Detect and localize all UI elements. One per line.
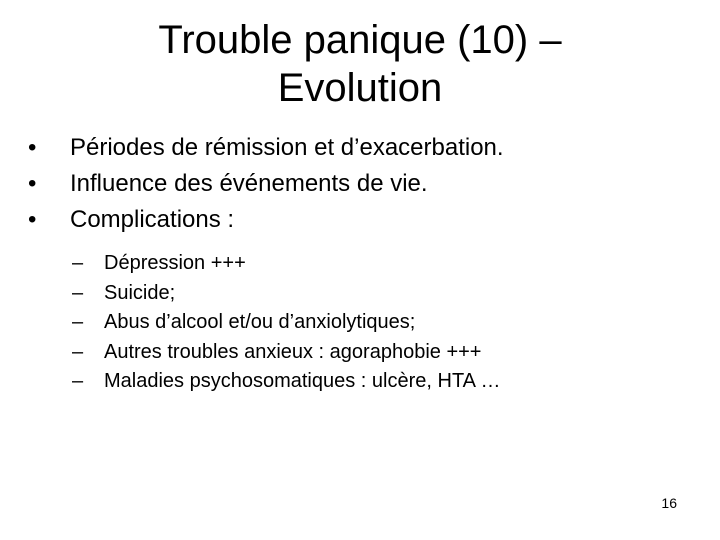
bullet-list: [24, 130, 504, 238]
sub-bullet-text: Abus d’alcool et/ou d’anxiolytiques;: [104, 311, 416, 333]
dash-icon: –: [72, 281, 84, 304]
bullet-text: Influence des événements de vie.: [70, 170, 428, 197]
sub-bullet-text: Suicide;: [104, 281, 176, 304]
bullet-text: Complications :: [70, 206, 235, 233]
sub-bullet-item: [72, 308, 500, 338]
sub-bullet-item: [72, 367, 500, 397]
bullet-icon: •: [28, 134, 37, 161]
dash-icon: –: [72, 252, 84, 274]
page-number: 16: [661, 495, 677, 511]
sub-bullet-item: [72, 338, 500, 368]
sub-bullet-text: Dépression +++: [104, 252, 246, 274]
sub-bullet-item: [72, 279, 500, 309]
dash-icon: –: [72, 311, 84, 333]
sub-bullet-text: Maladies psychosomatiques : ulcère, HTA …: [104, 370, 501, 392]
bullet-text: Périodes de rémission et d’exacerbation.: [70, 134, 504, 161]
bullet-item: [24, 202, 504, 238]
bullet-item: [24, 130, 504, 166]
bullet-icon: •: [28, 170, 37, 197]
slide-title-line-2: Evolution: [277, 66, 443, 110]
bullet-item: [24, 166, 504, 202]
slide-title: [0, 16, 720, 112]
slide-title-line-1: Trouble panique (10) –: [158, 18, 562, 62]
sub-bullet-text: Autres troubles anxieux : agoraphobie +++: [104, 340, 482, 363]
dash-icon: –: [72, 370, 84, 392]
dash-icon: –: [72, 340, 84, 363]
sub-bullet-list: [72, 249, 500, 397]
bullet-icon: •: [28, 206, 37, 233]
sub-bullet-item: [72, 249, 500, 279]
